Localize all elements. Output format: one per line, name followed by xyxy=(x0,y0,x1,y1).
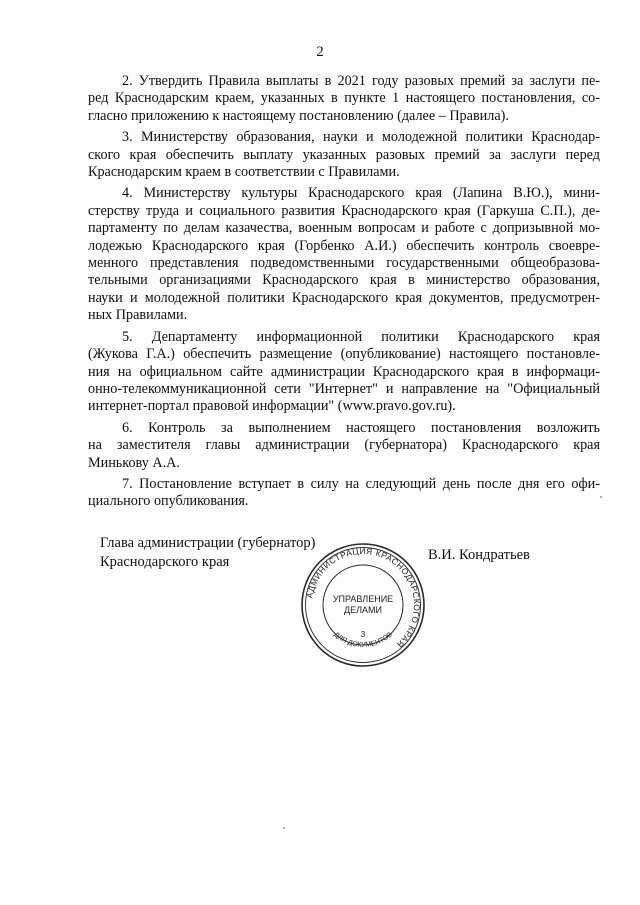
paragraph-line: 5. Департаменту информационной политики Краснодарского края xyxy=(122,328,600,345)
signatory-title-line: Краснодарского края xyxy=(100,554,230,570)
paragraph-line: онно-телекоммуникационной сети "Интернет" и направление на "Официальный xyxy=(88,380,600,397)
paragraph-6 xyxy=(88,420,600,472)
scan-speck xyxy=(283,827,285,829)
paragraph-line: 3. Министерству образования, науки и молодежной политики Краснодар- xyxy=(122,129,600,146)
signatory-name: В.И. Кондратьев xyxy=(428,547,530,563)
paragraph-7 xyxy=(88,476,600,511)
paragraph-line: тельными организациями Краснодарского края в министерство образования, xyxy=(88,272,600,289)
stamp-number: 3 xyxy=(360,630,366,639)
official-stamp xyxy=(298,540,428,670)
paragraph-line: циального опубликования. xyxy=(88,493,249,510)
paragraph-line: (Жукова Г.А.) обеспечить размещение (опубликование) настоящего постановле- xyxy=(88,346,600,363)
paragraph-line: 7. Постановление вступает в силу на следующий день после дня его офи- xyxy=(122,475,600,492)
paragraph-line: стерству труда и социального развития Краснодарского края (Гаркуша С.П.), де- xyxy=(88,202,600,219)
paragraph-line: ского края обеспечить выплату указанных разовых премий за заслуги перед xyxy=(88,146,600,163)
stamp-center-line: УПРАВЛЕНИЕ xyxy=(332,594,394,604)
paragraph-line: науки и молодежной политики Краснодарского края документов, предусмотрен- xyxy=(88,289,600,306)
paragraph-line: лодежью Краснодарского края (Горбенко А.И.) обеспечить контроль своевре- xyxy=(88,237,600,254)
paragraph-line: менного представления подведомственными государственными общеобразова- xyxy=(88,255,600,272)
paragraph-line: на заместителя главы администрации (губернатора) Краснодарского края xyxy=(88,437,600,454)
scan-speck xyxy=(600,496,602,498)
paragraph-2 xyxy=(88,73,600,125)
page-number: 2 xyxy=(316,44,324,60)
paragraph-3 xyxy=(88,129,600,181)
paragraph-line: ред Краснодарским краем, указанных в пункте 1 настоящего постановления, со- xyxy=(88,90,600,107)
stamp-bottom-text: ДЛЯ ДОКУМЕНТОВ xyxy=(332,631,394,649)
paragraph-line: интернет-портал правовой информации" (www.pravo.gov.ru). xyxy=(88,398,456,415)
paragraph-line: Краснодарским краем в соответствии с Правилами. xyxy=(88,164,400,181)
paragraph-line: ния на официальном сайте администрации Краснодарского края в информаци- xyxy=(88,363,600,380)
paragraph-4 xyxy=(88,185,600,324)
stamp-outer-text: АДМИНИСТРАЦИЯ КРАСНОДАРСКОГО КРАЯ xyxy=(304,545,423,650)
paragraph-line: Минькову А.А. xyxy=(88,454,180,471)
stamp-center-line: ДЕЛАМИ xyxy=(344,605,382,615)
paragraph-line: 2. Утвердить Правила выплаты в 2021 году разовых премий за заслуги пе- xyxy=(122,73,600,89)
signatory-title xyxy=(100,534,316,572)
paragraph-line: 4. Министерству культуры Краснодарского края (Лапина В.Ю.), мини- xyxy=(122,185,600,202)
signatory-title-line: Глава администрации (губернатор) xyxy=(100,535,316,551)
paragraph-line: партаменту по делам казачества, военным вопросам и работе с допризывной мо- xyxy=(88,220,600,237)
paragraph-5 xyxy=(88,329,600,416)
paragraph-line: ных Правилами. xyxy=(88,307,188,324)
document-body xyxy=(88,73,600,515)
paragraph-line: 6. Контроль за выполнением настоящего постановления возложить xyxy=(122,419,600,436)
paragraph-line: гласно приложению к настоящему постановлению (далее – Правила). xyxy=(88,107,509,124)
